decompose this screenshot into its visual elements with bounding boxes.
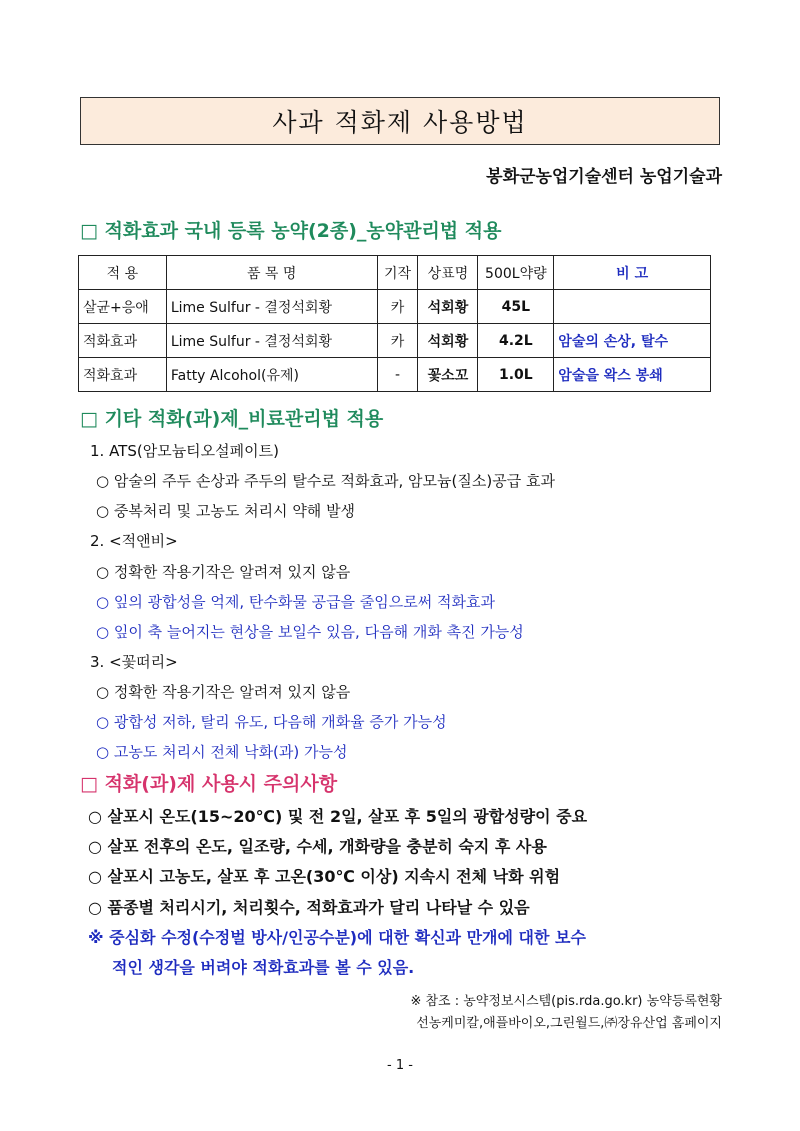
page-number: - 1 - [387,1058,413,1073]
table-row [79,358,711,392]
group-ats-title: 1. ATS(암모늄티오설페이트) [90,442,279,460]
table-cell: Fatty Alcohol(유제) [166,358,377,392]
registered-pesticide-table [78,255,711,392]
group-kkotteori-title: 3. <꽃떠리> [90,653,178,671]
list-item: ○ 정확한 작용기작은 알려져 있지 않음 [96,683,351,701]
table-cell: 암술의 손상, 탈수 [554,324,711,358]
list-item: ○ 잎의 광합성을 억제, 탄수화물 공급을 줄임으로써 적화효과 [96,593,495,611]
table-cell: 살균+응애 [79,290,167,324]
table-cell: 적화효과 [79,358,167,392]
list-item: ○ 암술의 주두 손상과 주두의 탈수로 적화효과, 암모늄(질소)공급 효과 [96,472,555,490]
header-application: 적 용 [79,256,167,290]
table-cell: 꽃소꼬 [418,358,478,392]
header-brand-name: 상표명 [418,256,478,290]
table-cell: 카 [377,324,418,358]
document-title-text: 사과 적화제 사용방법 [272,108,528,137]
caution-note-continued: 적인 생각을 버려야 적화효과를 볼 수 있음. [112,958,415,977]
caution-item: ○ 살포시 고농도, 살포 후 고온(30℃ 이상) 지속시 전체 낙화 위험 [88,867,561,886]
table-header-row [79,256,711,290]
reference-line-1: ※ 참조 : 농약정보시스템(pis.rda.go.kr) 농약등록현황 [410,994,722,1009]
list-item: ○ 정확한 작용기작은 알려져 있지 않음 [96,563,351,581]
table-cell: 1.0L [478,358,554,392]
caution-item: ○ 살포 전후의 온도, 일조량, 수세, 개화량을 충분히 숙지 후 사용 [88,837,547,856]
group-jeokanbi-title: 2. <적앤비> [90,532,178,550]
document-title [80,97,720,145]
table-cell: 적화효과 [79,324,167,358]
table-cell: Lime Sulfur - 결정석회황 [166,290,377,324]
table-row [79,290,711,324]
section3-heading: □ 적화(과)제 사용시 주의사항 [80,773,338,795]
caution-note: ※ 중심화 수정(수정벌 방사/인공수분)에 대한 확신과 만개에 대한 보수 [88,928,586,947]
table-cell: 4.2L [478,324,554,358]
organization-name: 봉화군농업기술센터 농업기술과 [486,167,722,187]
table-cell: 카 [377,290,418,324]
section1-heading: □ 적화효과 국내 등록 농약(2종)_농약관리법 적용 [80,220,502,242]
caution-item: ○ 품종별 처리시기, 처리횟수, 적화효과가 달리 나타날 수 있음 [88,898,530,917]
table-cell: 석회황 [418,290,478,324]
table-cell: - [377,358,418,392]
list-item: ○ 중복처리 및 고농도 처리시 약해 발생 [96,502,356,520]
header-remarks: 비 고 [554,256,711,290]
list-item: ○ 고농도 처리시 전체 낙화(과) 가능성 [96,743,348,761]
header-product-name: 품 목 명 [166,256,377,290]
reference-line-2: 선농케미칼,애플바이오,그린월드,㈜장유산업 홈페이지 [416,1016,722,1031]
header-dosage: 500L약량 [478,256,554,290]
header-mechanism: 기작 [377,256,418,290]
list-item: ○ 광합성 저하, 탈리 유도, 다음해 개화율 증가 가능성 [96,713,447,731]
list-item: ○ 잎이 축 늘어지는 현상을 보일수 있음, 다음해 개화 촉진 가능성 [96,623,524,641]
table-cell: 석회황 [418,324,478,358]
table-cell: Lime Sulfur - 결정석회황 [166,324,377,358]
table-cell: 암술을 왁스 봉쇄 [554,358,711,392]
section2-heading: □ 기타 적화(과)제_비료관리법 적용 [80,408,384,430]
caution-item: ○ 살포시 온도(15~20℃) 및 전 2일, 살포 후 5일의 광합성량이 중요 [88,807,588,826]
table-cell [554,290,711,324]
table-row [79,324,711,358]
table-cell: 45L [478,290,554,324]
